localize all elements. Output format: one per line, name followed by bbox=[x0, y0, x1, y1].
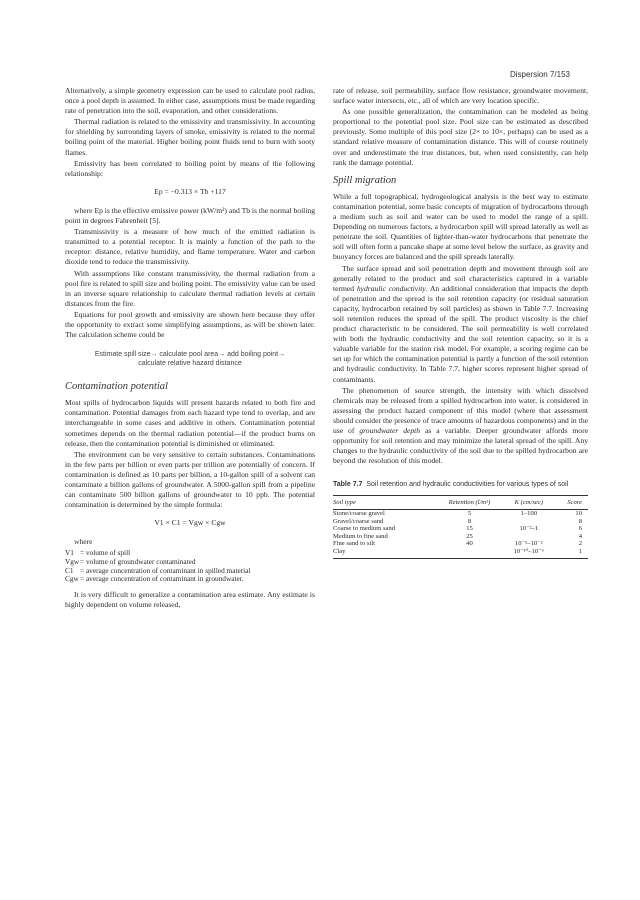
column-header: Score bbox=[554, 496, 588, 510]
paragraph: rate of release, soil permeability, surface flow resistance, groundwater movement, surface water intersects, etc., all of which are very location specific. bbox=[333, 86, 588, 106]
table-label: Table 7.7 bbox=[333, 481, 363, 489]
calculation-scheme bbox=[65, 350, 315, 368]
table-row: Fine sand to silt 40 10⁻⁵–10⁻² 2 bbox=[333, 540, 582, 548]
paragraph: Most spills of hydrocarbon liquids will present hazards related to both fire and contamination. Potential damages from each hazard type tend to overlap, and are interchangeable in some cases and additive in others. Contamination potential sometimes depends on the thermal radiation potential—if the product burns on release, then the contamination potential is diminished or eliminated. bbox=[65, 398, 315, 448]
table-row: Clay 10⁻¹⁰–10⁻⁶ 1 bbox=[333, 548, 588, 558]
table-caption bbox=[333, 480, 588, 489]
variable-definitions bbox=[65, 549, 315, 583]
section-heading: Contamination potential bbox=[65, 381, 168, 393]
soil-table bbox=[333, 495, 588, 558]
table-row: Medium to fine sand 25 4 bbox=[333, 532, 582, 540]
paragraph: where Ep is the effective emissive power (kW/m²) and Tb is the normal boiling point in degrees Fahrenheit [5]. bbox=[65, 205, 315, 226]
paragraph: It is very difficult to generalize a contamination area estimate. Any estimate is highly dependent on volume released, bbox=[65, 589, 315, 609]
section-heading: Spill migration bbox=[333, 174, 397, 186]
right-column bbox=[333, 86, 588, 559]
paragraph: The environment can be very sensitive to certain substances. Contaminations in the few parts per billion or even parts per trillion are potentially of concern. If contamination is defined as 10 parts per billion, a 10-gallon spill of a solvent can contaminate a billion gallons of groundwater. A 5000-gallon spill from a pipeline can contaminate 500 billion gallons of groundwater to 10 ppb. The potential contamination is determined by the simple formula: bbox=[65, 449, 315, 510]
definition-row: V1 = volume of spill bbox=[65, 548, 131, 558]
definition-row: Vgw = volume of groundwater contaminated bbox=[65, 557, 196, 567]
column-header: Soil type bbox=[333, 496, 435, 510]
calculation-scheme-line: Estimate spill size→ calculate pool area→ add boiling point→ bbox=[94, 351, 286, 359]
table-row: Stone/coarse gravel 5 1–100 10 bbox=[333, 509, 582, 517]
definition-row: Cgw = average concentration of contaminant in groundwater. bbox=[65, 574, 244, 584]
paragraph: As one possible generalization, the contamination can be modeled as being proportional to the potential pool size. Pool size can be estimated as described previously. Some multiple of this pool size (2× to 10×, perhaps) can be used as a standard relative measure of contamination distance. This will of course routinely over and underestimate the true distances, but, when used consistently, can help rank the damage potential. bbox=[333, 107, 588, 167]
contamination-equation: V1 × C1 = Vgw × Cgw bbox=[154, 518, 226, 528]
table-row: Gravel/coarse sand 8 8 bbox=[333, 517, 582, 525]
paragraph: While a full topographical, hydrogeological analysis is the best way to estimate contamination potential, some basic concepts of migration of hydrocarbons through a medium such as soil and water can be used to model the range of a spill. Depending on numerous factors, a hydrocarbon spill will spread laterally as well as penetrate the soil. Quantities of lighter-than-water hydrocarbons that penetrate the soil will often form a pancake shape at some level below the surface, as gravity and buoyancy forces are balanced and the spill spreads laterally. bbox=[333, 191, 588, 262]
table-caption-text: Soil retention and hydraulic conductivities for various types of soil bbox=[366, 481, 569, 489]
paragraph: The surface spread and soil penetration depth and movement through soil are generally related to the product and soil characteristics captured in a variable termed hydraulic conductivity. An additional consideration that impacts the depth of penetration and the spread is the soil retention capacity (or residual saturation capacity, hydrocarbon retained by soil particles) as shown in Table 7.7. Increasing soil retention reduces the spread of the spill. The product viscosity is the chief product characteristic to be considered. The soil permeability is well correlated with both the hydraulic conductivity and the soil retention capacity, so it is a valuable variable for the station risk model. For example, a scoring regime can be set up for which the contamination potential is partly a function of the soil retention and hydraulic conductivity. In Table 7.7, higher scores represent higher spread of contaminants. bbox=[333, 263, 588, 384]
paragraph: The phenomenon of source strength, the intensity with which dissolved chemicals may be released from a spilled hydrocarbon into water, is considered in assessing the product hazard component of this model (where that assessment should consider the presence of trace amounts of hazardous components) and in the use of groundwater depth as a variable. Deeper groundwater affords more opportunity for soil retention and may minimize the lateral spread of the spill. Any changes to the hydraulic conductivity of the soil due to the spilled hydrocarbon are beyond the resolution of this model. bbox=[333, 385, 588, 466]
definition-row: C1 = average concentration of contaminant in spilled material bbox=[65, 565, 251, 575]
column-header: K (cm/sec) bbox=[504, 496, 554, 510]
paragraph: Alternatively, a simple geometry expression can be used to calculate pool radius, once a pool depth is assumed. In either case, assumptions must be made regarding rate of penetration into the soil, evaporation, and other considerations. bbox=[65, 86, 315, 116]
paragraph: Emissivity has been correlated to boiling point by means of the following relationship: bbox=[65, 158, 315, 178]
table-header-row bbox=[333, 496, 588, 510]
paragraph: Thermal radiation is related to the emissivity and transmissivity. In accounting for shielding by surrounding layers of smoke, emissivity is related to the normal boiling point of the material. Higher boiling point fluids tend to burn with sooty flames. bbox=[65, 117, 315, 157]
column-header: Retention (l/m³) bbox=[435, 496, 504, 510]
emissivity-equation: Ep = −0.313 × Tb +117 bbox=[154, 186, 226, 196]
running-head: Dispersion 7/153 bbox=[509, 70, 570, 79]
paragraph: Equations for pool growth and emissivity are shown here because they offer the opportunity to extract some simplifying assumptions, as will be shown later. The calculation scheme could be bbox=[65, 309, 315, 340]
paragraph: With assumptions like constant transmissivity, the thermal radiation from a pool fire is related to spill size and boiling point. The emissivity value can be used in an inverse square relationship to calculate thermal radiation levels at certain distances from the fire. bbox=[65, 268, 315, 308]
table-row: Coarse to medium sand 15 10⁻²–1 6 bbox=[333, 525, 582, 533]
left-column bbox=[65, 86, 315, 611]
paragraph: Transmissivity is a measure of how much of the emitted radiation is transmitted to a potential receptor. It is mainly a function of the path to the receptor: distance, relative humidity, and flame temperature. Water and carbon dioxide tend to reduce the transmissivity. bbox=[65, 227, 315, 267]
calculation-scheme-line: calculate relative hazard distance bbox=[138, 360, 242, 368]
where-label: where bbox=[74, 537, 93, 547]
